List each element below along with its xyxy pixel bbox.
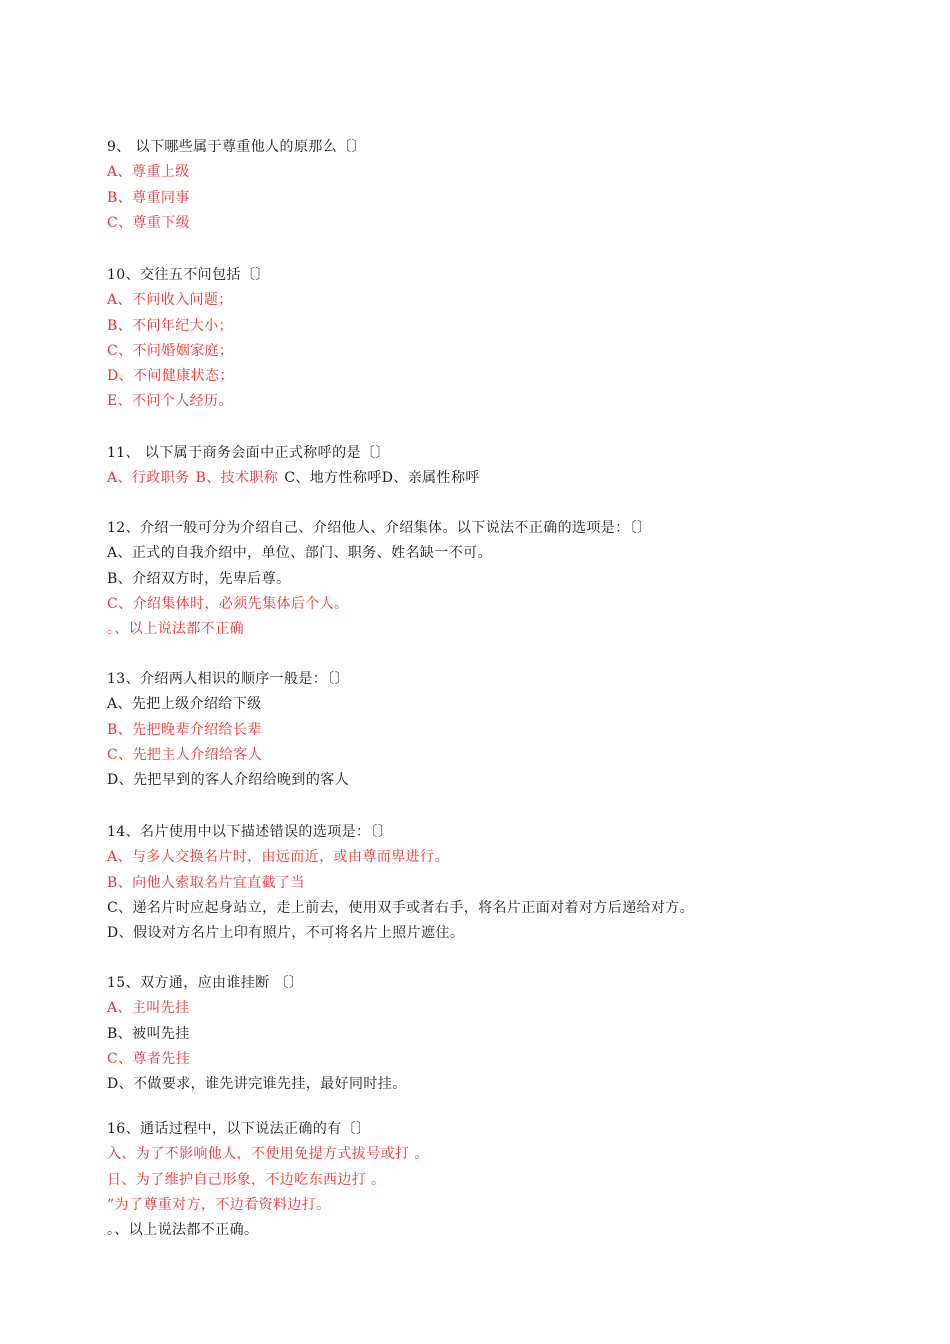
option-d: 。、以上说法都不正确。 <box>107 1222 259 1239</box>
question-stem: 13、介绍两人相识的顺序一般是：〔〕 <box>107 671 350 687</box>
option-d: D、先把早到的客人介绍给晚到的客人 <box>107 772 350 789</box>
question-10 <box>107 263 907 415</box>
question-14 <box>107 820 907 946</box>
question-15 <box>107 971 907 1097</box>
option-a: A、与多人交换名片时，由远而近，或由尊而卑进行。 <box>107 849 449 866</box>
question-stem: 10、交往五不问包括〔〕 <box>107 267 270 283</box>
option-a: 入、为了不影响他人，不使用免提方式拔号或打 。 <box>107 1146 429 1163</box>
option-d: D、不问健康状态； <box>107 368 234 385</box>
option-c: C、介绍集体时，必须先集体后个人。 <box>107 595 349 612</box>
option-c: C、不问婚姻家庭； <box>107 342 234 359</box>
option-a: A、主叫先挂 <box>107 1000 190 1017</box>
question-stem: 15、双方通，应由谁挂断 〔〕 <box>107 975 304 991</box>
option-b: B、被叫先挂 <box>107 1025 190 1042</box>
option-d: 。、以上说法都不正确 <box>107 621 244 638</box>
option-a: A、行政职务 <box>107 470 190 487</box>
option-b: B、尊重同事 <box>107 189 190 206</box>
question-13 <box>107 667 907 793</box>
option-c: C、递名片时应起身站立，走上前去，使用双手或者右手，将名片正面对着对方后递给对方。 <box>107 899 695 916</box>
question-11 <box>107 441 907 492</box>
question-stem: 9、 以下哪些属于尊重他人的原那么〔〕 <box>107 139 366 155</box>
option-b: B、不问年纪大小； <box>107 317 233 334</box>
question-12 <box>107 516 907 642</box>
option-c: C、尊者先挂 <box>107 1050 191 1067</box>
option-a: A、不问收入问题； <box>107 292 233 309</box>
option-b: B、介绍双方时，先卑后尊。 <box>107 570 291 587</box>
option-b: B、向他人索取名片宜直截了当 <box>107 874 305 891</box>
option-c: C、尊重下级 <box>107 214 191 231</box>
option-a: A、先把上级介绍给下级 <box>107 696 262 713</box>
option-a: A、尊重上级 <box>107 164 190 181</box>
inline-options <box>107 466 907 491</box>
question-stem: 14、名片使用中以下描述错误的选项是：〔〕 <box>107 824 393 840</box>
question-stem: 16、通话过程中，以下说法正确的有〔〕 <box>107 1121 371 1137</box>
option-e: E、不问个人经历。 <box>107 393 233 410</box>
option-d: D、不做要求，谁先讲完谁先挂，最好同时挂。 <box>107 1076 407 1093</box>
option-c: ”为了尊重对方，不边看资料边打。 <box>107 1196 331 1213</box>
option-d: D、亲属性称呼 <box>381 470 480 487</box>
option-d: D、假设对方名片上印有照片，不可将名片上照片遮住。 <box>107 925 465 942</box>
option-b: B、先把晚辈介绍给长辈 <box>107 721 262 738</box>
question-16 <box>107 1117 907 1243</box>
question-stem: 12、介绍一般可分为介绍自己、介绍他人、介绍集体。以下说法不正确的选项是：〔〕 <box>107 520 652 536</box>
option-b: B、技术职称 <box>195 470 279 487</box>
option-c: C、地方性称呼 <box>284 470 382 487</box>
question-9 <box>107 135 907 236</box>
option-b: 日、为了维护自己形象，不边吃东西边打 。 <box>107 1171 386 1188</box>
option-a: A、正式的自我介绍中，单位、部门、职务、姓名缺一不可。 <box>107 545 492 562</box>
option-c: C、先把主人介绍给客人 <box>107 746 263 763</box>
question-stem: 11、 以下属于商务会面中正式称呼的是〔〕 <box>107 445 390 461</box>
